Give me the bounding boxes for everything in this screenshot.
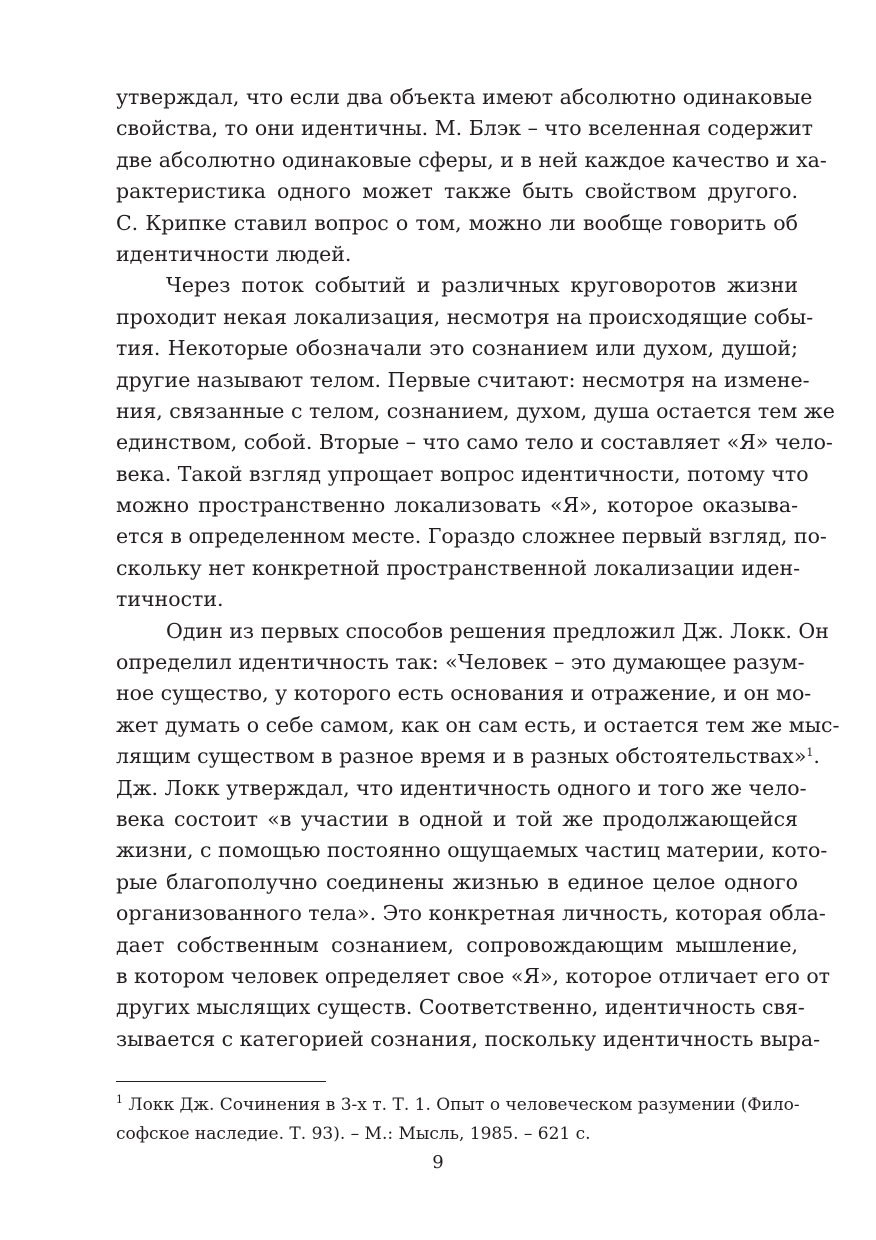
text-line-4: рактеристика одного может также быть свойством другого. <box>116 179 798 204</box>
text-line-22-main: лящим существом в разное время и в разных обстоятельствах» <box>116 744 807 769</box>
text-line-7: Через поток событий и различных круговоротов жизни <box>166 273 798 298</box>
text-line-30: других мыслящих существ. Соответственно, идентичность свя- <box>116 995 805 1020</box>
text-line-27: организованного тела». Это конкретная личность, которая обла- <box>116 901 826 926</box>
text-line-15: ется в определенном месте. Гораздо сложнее первый взгляд, по- <box>116 524 827 549</box>
text-line-3: две абсолютно одинаковые сферы, и в ней каждое качество и ха- <box>116 147 827 172</box>
footnote-line-2: софское наследие. Т. 93). – М.: Мысль, 1985. – 621 с. <box>116 1124 591 1144</box>
text-line-20: ное существо, у которого есть основания и отражение, и он мо- <box>116 681 812 706</box>
body-text <box>116 82 840 1055</box>
text-line-6: идентичности людей. <box>116 241 352 266</box>
text-line-26: рые благополучно соединены жизнью в единое целое одного <box>116 869 798 894</box>
footnote-line-1 <box>116 1091 798 1120</box>
footnote-reference: 1 <box>806 746 814 760</box>
text-line-10: другие называют телом. Первые считают: несмотря на измене- <box>116 367 810 392</box>
text-line-8: проходит некая локализация, несмотря на происходящие собы- <box>116 304 814 329</box>
text-line-12: единством, собой. Вторые – что само тело и составляет «Я» чело- <box>116 430 833 455</box>
text-line-11: ния, связанные с телом, сознанием, духом, душа остается тем же <box>116 398 835 423</box>
text-line-2: свойства, то они идентичны. М. Блэк – что вселенная содержит <box>116 116 813 141</box>
text-line-14: можно пространственно локализовать «Я», которое оказыва- <box>116 493 798 518</box>
page-number: 9 <box>432 1152 444 1173</box>
text-line-25: жизни, с помощью постоянно ощущаемых частиц материи, кото- <box>116 838 828 863</box>
text-line-24: века состоит «в участии в одной и той же продолжающейся <box>116 806 798 831</box>
footnote-line-1-text: Локк Дж. Сочинения в 3-х т. Т. 1. Опыт о человеческом разумении (Фило- <box>123 1095 800 1115</box>
footnote-marker: 1 <box>116 1093 123 1106</box>
text-line-22-suffix: . <box>813 744 820 769</box>
text-line-13: века. Такой взгляд упрощает вопрос идентичности, потому что <box>116 461 809 486</box>
text-line-21: жет думать о себе самом, как он сам есть, и остается тем же мыс- <box>116 712 840 737</box>
text-line-23: Дж. Локк утверждал, что идентичность одного и того же чело- <box>116 775 807 800</box>
footnote <box>116 1091 798 1149</box>
text-line-29: в котором человек определяет свое «Я», которое отличает его от <box>116 963 831 988</box>
text-line-5: С. Крипке ставил вопрос о том, можно ли вообще говорить об <box>116 210 798 235</box>
text-line-18: Один из первых способов решения предложил Дж. Локк. Он <box>166 618 829 643</box>
text-line-16: скольку нет конкретной пространственной локализации иден- <box>116 555 801 580</box>
text-line-17: тичности. <box>116 587 224 612</box>
text-line-31: зывается с категорией сознания, поскольку идентичность выра- <box>116 1026 821 1051</box>
text-line-28: дает собственным сознанием, сопровождающим мышление, <box>116 932 798 957</box>
text-line-22 <box>116 741 820 772</box>
text-line-1: утверждал, что если два объекта имеют абсолютно одинаковые <box>116 85 813 109</box>
footnote-separator <box>116 1081 326 1082</box>
text-line-19: определил идентичность так: «Человек – это думающее разум- <box>116 650 805 675</box>
text-line-9: тия. Некоторые обозначали это сознанием или духом, душой; <box>116 336 798 361</box>
